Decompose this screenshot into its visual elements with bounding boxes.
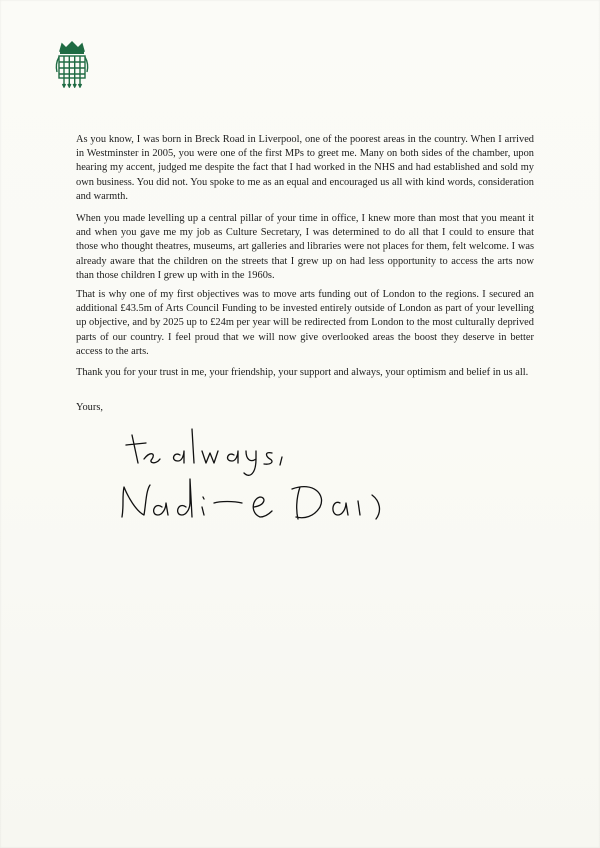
handwriting-as-always	[126, 435, 160, 463]
letter-paragraph-3: That is why one of my first objectives was to move arts funding out of London to the regions. I secured an additional £43.5m of Arts Council Funding to be invested entirely outside of London as part of your levelling up objective, and by 2025 up to £24m per year will be redirected from London to the most culturally deprived parts of our country. I feel proud that we will now give overlooked areas the boost they deserve in better access to the arts.	[76, 289, 534, 357]
letter-paragraph-1: As you know, I was born in Breck Road in Liverpool, one of the poorest areas in the country. When I arrived in Westminster in 2005, you were one of the first MPs to greet me. Many on both sides of the chamber, upon hearing my accent, judged me despite the fact that I had worked in the NHS and had established and sold my own business. You did not. You spoke to me as an equal and encouraged us all with kind words, consideration and warmth.	[76, 134, 534, 202]
letter-paragraph-2: When you made levelling up a central pillar of your time in office, I knew more than most that you meant it and when you gave me my job as Culture Secretary, I was determined to do all that I could to ensure that those who thought theatres, museums, art galleries and libraries were not places for them, felt welcome. I was already aware that the children on the streets that I grew up on had less opportunity to access the arts now than those children I grew up with in the 1960s.	[76, 213, 534, 281]
handwritten-signature	[110, 415, 430, 535]
letter-paragraph-4: Thank you for your trust in me, your friendship, your support and always, your optimism and belief in us all.	[76, 367, 529, 378]
letter-closing: Yours,	[76, 402, 103, 413]
portcullis-crest-icon	[54, 40, 90, 88]
